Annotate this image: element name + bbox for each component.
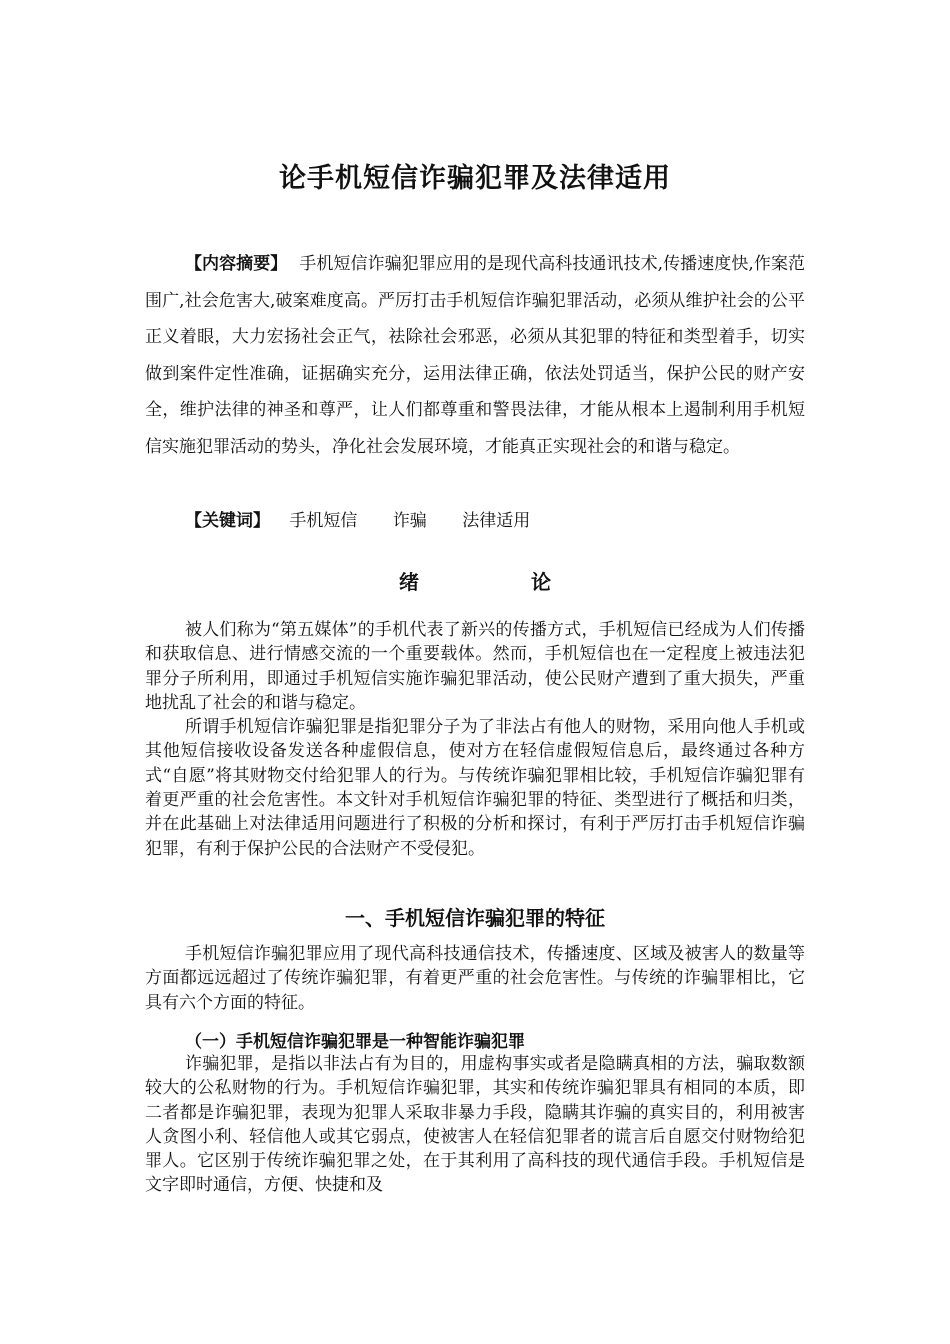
keyword-item: 法律适用	[462, 511, 531, 531]
abstract-text: 手机短信诈骗犯罪应用的是现代高科技通讯技术,传播速度快,作案范围广,社会危害大,破案难度高。严厉打击手机短信诈骗犯罪活动，必须从维护社会的公平正义着眼，大力宏扬社会正气，祛除社会邪恶，必须从其犯罪的特征和类型着手，切实做到案件定性准确，证据确实充分，运用法律正确，依法处罚适当，保护公民的财产安全，维护法律的神圣和尊严，让人们都尊重和警畏法律，才能从根本上遏制利用手机短信实施犯罪活动的势头，净化社会发展环境，才能真正实现社会的和谐与稳定。	[145, 254, 806, 457]
section-body	[145, 942, 805, 1015]
keyword-item: 手机短信	[289, 511, 358, 531]
section-paragraph: 手机短信诈骗犯罪应用了现代高科技通信技术，传播速度、区域及被害人的数量等方面都远远超过了传统诈骗犯罪，有着更严重的社会危害性。与传统的诈骗罪相比，它具有六个方面的特征。	[145, 944, 805, 1013]
intro-heading-char: 论	[531, 570, 551, 594]
intro-heading	[0, 566, 950, 595]
subsection-body	[145, 1052, 805, 1198]
intro-body	[145, 618, 805, 861]
subsection-heading: （一）手机短信诈骗犯罪是一种智能诈骗犯罪	[185, 1032, 525, 1052]
keyword-item: 诈骗	[392, 511, 427, 531]
intro-paragraph: 被人们称为“第五媒体”的手机代表了新兴的传播方式，手机短信已经成为人们传播和获取信息、进行情感交流的一个重要载体。然而，手机短信也在一定程度上被违法犯罪分子所利用，即通过手机短信实施诈骗犯罪活动，使公民财产遭到了重大损失，严重地扰乱了社会的和谐与稳定。	[145, 620, 805, 713]
abstract-label: 【内容摘要】	[185, 254, 288, 274]
subsection-paragraph: 诈骗犯罪，是指以非法占有为目的，用虚构事实或者是隐瞒真相的方法，骗取数额较大的公私财物的行为。手机短信诈骗犯罪，其实和传统诈骗犯罪具有相同的本质，即二者都是诈骗犯罪，表现为犯罪人采取非暴力手段，隐瞒其诈骗的真实目的，利用被害人贪图小利、轻信他人或其它弱点，使被害人在轻信犯罪者的谎言后自愿交付财物给犯罪人。它区别于传统诈骗犯罪之处，在于其利用了高科技的现代通信手段。手机短信是文字即时通信，方便、快捷和及	[145, 1054, 805, 1196]
abstract-paragraph	[145, 246, 805, 465]
intro-paragraph: 所谓手机短信诈骗犯罪是指犯罪分子为了非法占有他人的财物，采用向他人手机或其他短信接收设备发送各种虚假信息，使对方在轻信虚假短信息后，最终通过各种方式“自愿”将其财物交付给犯罪人的行为。与传统诈骗犯罪相比较，手机短信诈骗犯罪有着更严重的社会危害性。本文针对手机短信诈骗犯罪的特征、类型进行了概括和归类，并在此基础上对法律适用问题进行了积极的分析和探讨，有利于严厉打击手机短信诈骗犯罪，有利于保护公民的合法财产不受侵犯。	[145, 717, 805, 859]
intro-heading-char: 绪	[399, 570, 419, 594]
keywords-line	[185, 505, 560, 537]
document-title: 论手机短信诈骗犯罪及法律适用	[279, 163, 671, 194]
section-heading: 一、手机短信诈骗犯罪的特征	[345, 906, 605, 930]
keywords-label: 【关键词】	[185, 511, 270, 531]
